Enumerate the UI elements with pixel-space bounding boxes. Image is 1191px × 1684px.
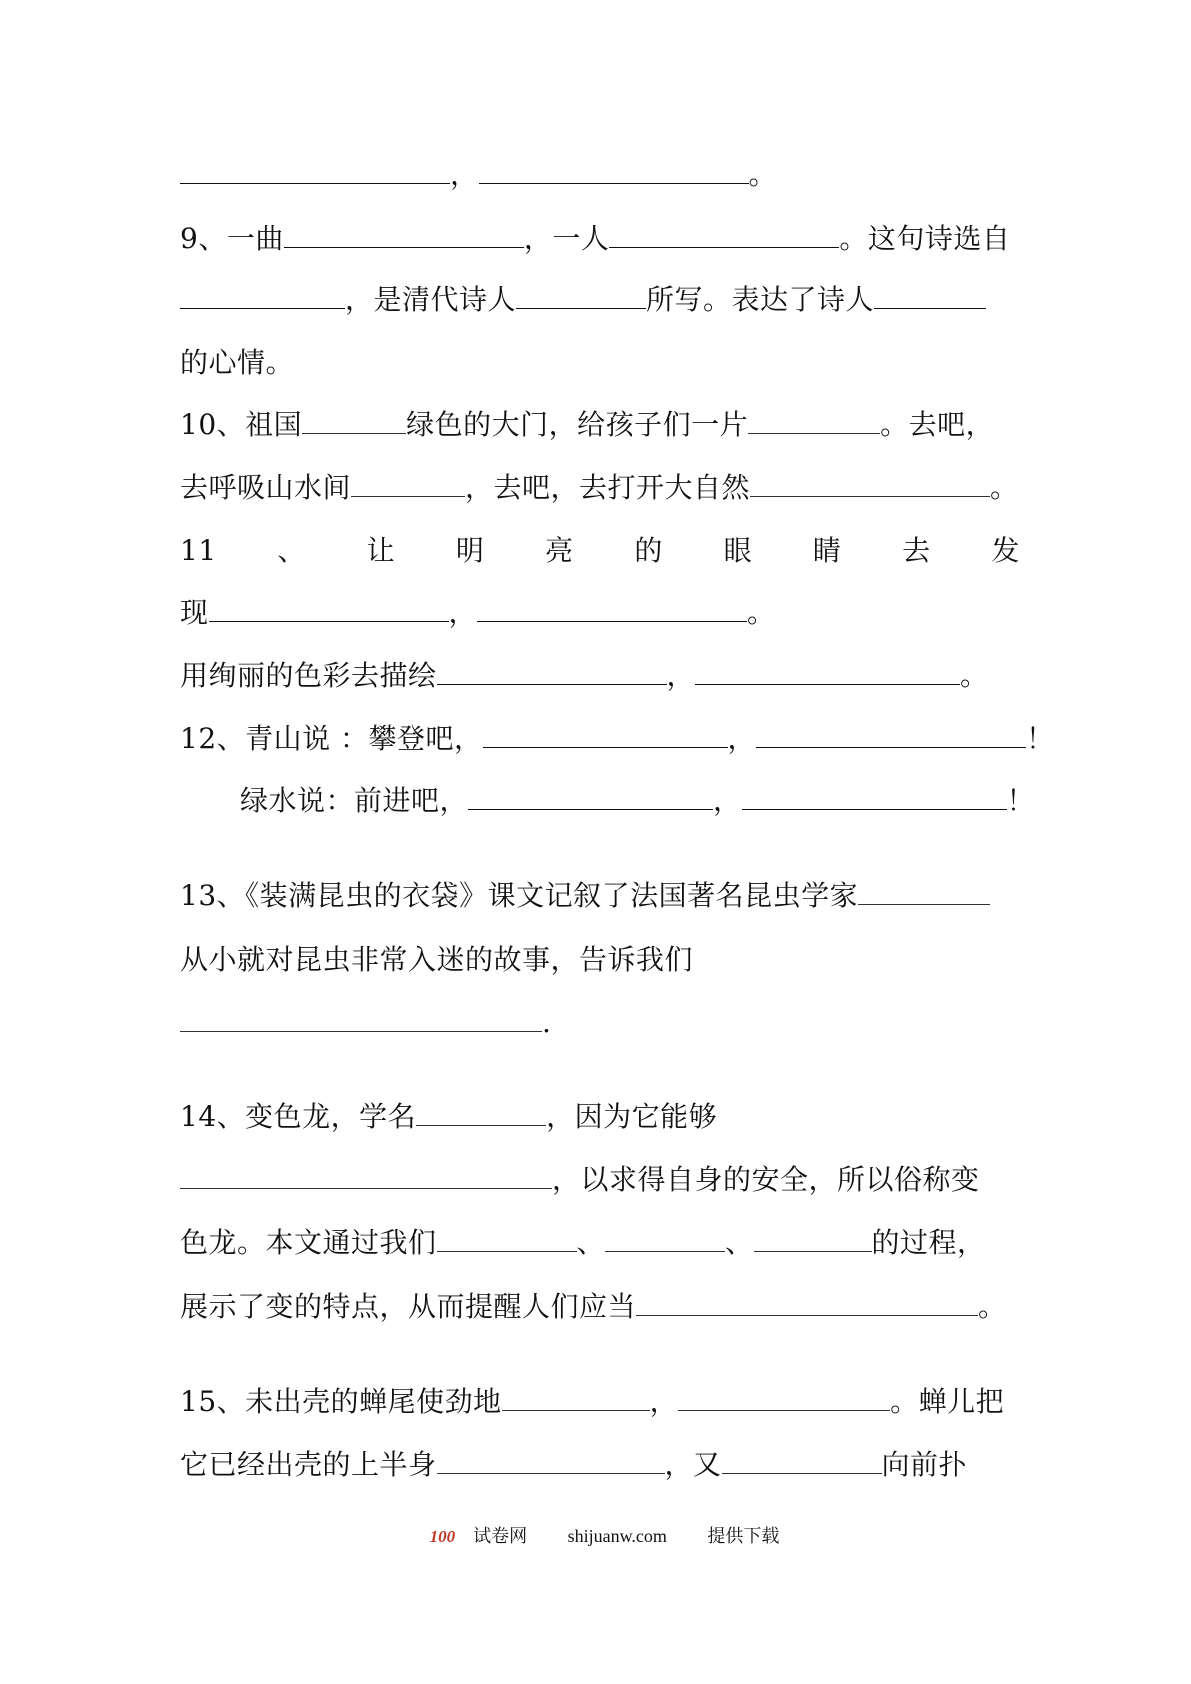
answer-blank [437,1445,665,1474]
answer-blank [756,719,1026,748]
answer-blank [750,468,990,497]
q8-tail-line: ， 。 [180,150,1020,200]
answer-blank [284,219,524,248]
answer-blank [742,781,1007,810]
q15-line-1: 15、未出壳的蝉尾使劲地 ， 。蝉儿把 [180,1377,1020,1427]
answer-blank [416,1097,546,1126]
answer-blank [858,876,990,905]
answer-blank [437,656,667,685]
answer-blank [636,1287,978,1316]
answer-blank [754,1223,872,1252]
answer-blank [180,1160,552,1189]
answer-blank [678,1382,890,1411]
q11-line-1: 11 、 让 明 亮 的 眼 睛 去 发 [180,534,1020,567]
answer-blank [468,781,713,810]
q14-line-4: 展示了变的特点，从而提醒人们应当 。 [180,1282,1020,1332]
answer-blank [516,280,646,309]
q14-line-2: ，以求得自身的安全，所以俗称变 [180,1155,1020,1205]
q13-line-2: 从小就对昆虫非常入迷的故事，告诉我们 [180,943,694,976]
answer-blank [180,1003,542,1032]
q14-line-3: 色龙。本文通过我们 、 、 的过程， [180,1218,1020,1268]
q13-line-3: . [180,998,1020,1048]
answer-blank [748,405,880,434]
download-note: 提供下载 [707,1526,780,1546]
answer-blank [437,1223,577,1252]
q9-line-2: ，是清代诗人 所写。表达了诗人 [180,275,1020,325]
q11-line-2: 现 ， 。 [180,588,1020,638]
answer-blank [479,155,749,184]
answer-blank [695,656,960,685]
q9-line-1: 9、一曲 ，一人 。这句诗选自 [180,214,1020,264]
answer-blank [209,593,449,622]
answer-blank [180,280,345,309]
answer-blank [302,405,406,434]
answer-blank [722,1445,882,1474]
site-logo: 100 试卷网 [429,1526,528,1546]
site-url: shijuanw.com [567,1526,667,1546]
answer-blank [502,1382,650,1411]
q11-line-3: 用绚丽的色彩去描绘 ， 。 [180,651,1020,701]
answer-blank [477,593,747,622]
answer-blank [605,1223,725,1252]
answer-blank [483,719,728,748]
q10-line-1: 10、祖国 绿色的大门，给孩子们一片 。去吧， [180,400,1020,450]
q12-line-2: 绿水说：前进吧， ， ！ [240,776,1080,826]
page-footer [0,1516,1191,1556]
answer-blank [609,219,839,248]
q9-line-3: 的心情。 [180,346,295,379]
q12-line-1: 12、青山说 ：攀登吧， ， ！ [180,714,1020,764]
answer-blank [180,155,450,184]
answer-blank [351,468,465,497]
q10-line-2: 去呼吸山水间 ，去吧，去打开大自然 。 [180,463,1020,513]
q14-line-1: 14、变色龙，学名 ，因为它能够 [180,1092,1020,1142]
answer-blank [874,280,986,309]
q15-line-2: 它已经出壳的上半身 ，又 向前扑 [180,1440,1020,1490]
q13-line-1: 13、《装满昆虫的衣袋》课文记叙了法国著名昆虫学家 [180,871,1020,921]
